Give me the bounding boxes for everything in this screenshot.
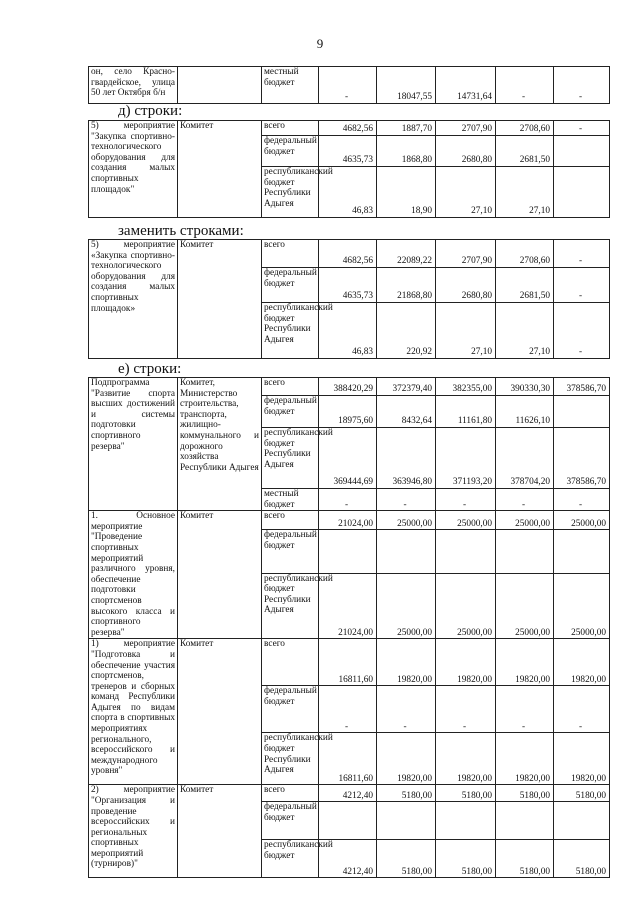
funding-source: федеральный бюджет — [262, 530, 319, 573]
amount-cell — [554, 802, 610, 840]
amount-cell: 19820,00 — [377, 639, 436, 686]
funding-source: всего — [262, 240, 319, 268]
amount-cell: 8432,64 — [377, 396, 436, 428]
amount-cell: 2681,50 — [496, 268, 554, 303]
amount-cell: 18047,55 — [377, 67, 436, 104]
table-row — [89, 639, 610, 686]
funding-source: всего — [262, 785, 319, 802]
responsible-executor: Комитет — [178, 785, 262, 878]
amount-cell: - — [554, 686, 610, 733]
measure-description: Подпрограмма "Развитие спорта высших достижений и системы подготовки спортивного резерва" — [89, 378, 178, 511]
amount-cell: 2708,60 — [496, 121, 554, 136]
amount-cell: 4682,56 — [319, 121, 377, 136]
table-row — [89, 67, 610, 104]
amount-cell: - — [436, 686, 496, 733]
amount-cell: - — [319, 489, 377, 511]
amount-cell: 19820,00 — [436, 733, 496, 785]
amount-cell: 363946,80 — [377, 428, 436, 489]
funding-source: всего — [262, 378, 319, 396]
funding-source: всего — [262, 639, 319, 686]
amount-cell: - — [554, 489, 610, 511]
amount-cell: 25000,00 — [377, 573, 436, 639]
amount-cell: 25000,00 — [496, 573, 554, 639]
amount-cell: 18975,60 — [319, 396, 377, 428]
measure-description: 1) мероприятие "Подготовка и обеспечение участия спортсменов, тренеров и сборных команд Республики Адыгея по видам спорта в спортивных мероприятиях регионального, всероссийского и международного уровня" — [89, 639, 178, 785]
measure-description: 2) мероприятие "Организация и проведение всероссийских и региональных спортивных мероприятий (турниров)" — [89, 785, 178, 878]
amount-cell: 382355,00 — [436, 378, 496, 396]
amount-cell: 5180,00 — [377, 840, 436, 878]
amount-cell: 5180,00 — [496, 785, 554, 802]
amount-cell — [554, 136, 610, 167]
measure-description: 5) мероприятие "Закупка спортивно-технологического оборудования для создания малых спортивных площадок" — [89, 121, 178, 218]
amount-cell: 46,83 — [319, 167, 377, 218]
amount-cell — [436, 530, 496, 573]
amount-cell: 378586,70 — [554, 378, 610, 396]
amount-cell — [554, 396, 610, 428]
amount-cell: - — [377, 686, 436, 733]
amount-cell — [319, 530, 377, 573]
budget-table-d — [88, 120, 610, 218]
amount-cell: 2680,80 — [436, 268, 496, 303]
heading-e: е) строки: — [118, 361, 182, 377]
responsible-executor: Комитет — [178, 240, 262, 359]
amount-cell: 378704,20 — [496, 428, 554, 489]
amount-cell — [319, 802, 377, 840]
amount-cell: 4212,40 — [319, 840, 377, 878]
amount-cell: 2681,50 — [496, 136, 554, 167]
amount-cell: - — [554, 268, 610, 303]
responsible-executor: Комитет — [178, 121, 262, 218]
amount-cell: 21024,00 — [319, 511, 377, 530]
amount-cell: 1887,70 — [377, 121, 436, 136]
funding-source: республиканский бюджет Республики Адыгея — [262, 303, 319, 359]
funding-source: федеральный бюджет — [262, 136, 319, 167]
amount-cell: 25000,00 — [436, 573, 496, 639]
amount-cell: 27,10 — [496, 167, 554, 218]
amount-cell: 11626,10 — [496, 396, 554, 428]
amount-cell: 5180,00 — [496, 840, 554, 878]
amount-cell: 2680,80 — [436, 136, 496, 167]
amount-cell — [554, 530, 610, 573]
amount-cell: 19820,00 — [377, 733, 436, 785]
amount-cell: 2707,90 — [436, 240, 496, 268]
budget-table-continuation — [88, 66, 610, 104]
funding-source: местный бюджет — [262, 67, 319, 104]
table-row — [89, 378, 610, 396]
funding-source: республиканский бюджет Республики Адыгея — [262, 428, 319, 489]
responsible-executor: Комитет — [178, 639, 262, 785]
amount-cell: - — [554, 67, 610, 104]
funding-source: федеральный бюджет — [262, 802, 319, 840]
amount-cell — [377, 530, 436, 573]
amount-cell: 5180,00 — [377, 785, 436, 802]
amount-cell: 19820,00 — [436, 639, 496, 686]
heading-d: д) строки: — [118, 103, 183, 119]
amount-cell: 378586,70 — [554, 428, 610, 489]
amount-cell: 18,90 — [377, 167, 436, 218]
responsible-executor: Комитет, Министерство строительства, транспорта, жилищно-коммунального и дорожного хозяйства Республики Адыгея — [178, 378, 262, 511]
amount-cell: 5180,00 — [554, 840, 610, 878]
amount-cell: 4635,73 — [319, 136, 377, 167]
amount-cell: 19820,00 — [554, 733, 610, 785]
funding-source: республиканский бюджет Республики Адыгея — [262, 167, 319, 218]
funding-source: всего — [262, 121, 319, 136]
responsible-executor — [178, 67, 262, 104]
amount-cell: - — [319, 67, 377, 104]
amount-cell — [496, 802, 554, 840]
amount-cell: 4635,73 — [319, 268, 377, 303]
amount-cell: 25000,00 — [554, 573, 610, 639]
amount-cell — [377, 802, 436, 840]
amount-cell: 27,10 — [436, 167, 496, 218]
amount-cell: 4682,56 — [319, 240, 377, 268]
amount-cell: 25000,00 — [496, 511, 554, 530]
page-number: 9 — [316, 36, 324, 51]
amount-cell: 5180,00 — [436, 840, 496, 878]
amount-cell: 19820,00 — [496, 639, 554, 686]
measure-description: 1. Основное мероприятие "Проведение спортивных мероприятий различного уровня, обеспечение подготовки спортсменов высокого класса и спортивного резерва" — [89, 511, 178, 639]
amount-cell: 5180,00 — [554, 785, 610, 802]
budget-table-replacement — [88, 239, 610, 359]
amount-cell: 2708,60 — [496, 240, 554, 268]
funding-source: федеральный бюджет — [262, 686, 319, 733]
amount-cell — [496, 530, 554, 573]
amount-cell: 5180,00 — [436, 785, 496, 802]
amount-cell: 25000,00 — [554, 511, 610, 530]
amount-cell: 16811,60 — [319, 733, 377, 785]
funding-source: всего — [262, 511, 319, 530]
table-row — [89, 511, 610, 530]
amount-cell: - — [496, 67, 554, 104]
amount-cell: 21024,00 — [319, 573, 377, 639]
measure-description: 5) мероприятие «Закупка спортивно-технологического оборудования для создания малых спортивных площадок» — [89, 240, 178, 359]
funding-source: республиканский бюджет Республики Адыгея — [262, 733, 319, 785]
amount-cell: - — [554, 121, 610, 136]
amount-cell: 11161,80 — [436, 396, 496, 428]
amount-cell: 27,10 — [496, 303, 554, 359]
amount-cell: 21868,80 — [377, 268, 436, 303]
amount-cell: - — [436, 489, 496, 511]
amount-cell: - — [554, 303, 610, 359]
amount-cell: 372379,40 — [377, 378, 436, 396]
table-row — [89, 785, 610, 802]
amount-cell: 22089,22 — [377, 240, 436, 268]
amount-cell: 4212,40 — [319, 785, 377, 802]
amount-cell: - — [319, 686, 377, 733]
measure-description: он, село Красно-гвардейское, улица 50 лет Октября б/н — [89, 67, 178, 104]
amount-cell: 19820,00 — [496, 733, 554, 785]
heading-replace: заменить строками: — [118, 223, 244, 239]
amount-cell: 1868,80 — [377, 136, 436, 167]
amount-cell: 371193,20 — [436, 428, 496, 489]
amount-cell: 220,92 — [377, 303, 436, 359]
amount-cell — [554, 167, 610, 218]
amount-cell: 390330,30 — [496, 378, 554, 396]
funding-source: федеральный бюджет — [262, 396, 319, 428]
funding-source: республиканский бюджет — [262, 840, 319, 878]
amount-cell: 388420,29 — [319, 378, 377, 396]
amount-cell: - — [377, 489, 436, 511]
amount-cell: 27,10 — [436, 303, 496, 359]
table-row — [89, 121, 610, 136]
funding-source: местный бюджет — [262, 489, 319, 511]
amount-cell — [436, 802, 496, 840]
responsible-executor: Комитет — [178, 511, 262, 639]
amount-cell: - — [554, 240, 610, 268]
amount-cell: - — [496, 686, 554, 733]
amount-cell: 25000,00 — [377, 511, 436, 530]
amount-cell: 46,83 — [319, 303, 377, 359]
funding-source: федеральный бюджет — [262, 268, 319, 303]
amount-cell: - — [496, 489, 554, 511]
budget-table-e — [88, 377, 610, 878]
table-row — [89, 240, 610, 268]
amount-cell: 369444,69 — [319, 428, 377, 489]
amount-cell: 19820,00 — [554, 639, 610, 686]
funding-source: республиканский бюджет Республики Адыгея — [262, 573, 319, 639]
amount-cell: 2707,90 — [436, 121, 496, 136]
amount-cell: 16811,60 — [319, 639, 377, 686]
amount-cell: 25000,00 — [436, 511, 496, 530]
amount-cell: 14731,64 — [436, 67, 496, 104]
